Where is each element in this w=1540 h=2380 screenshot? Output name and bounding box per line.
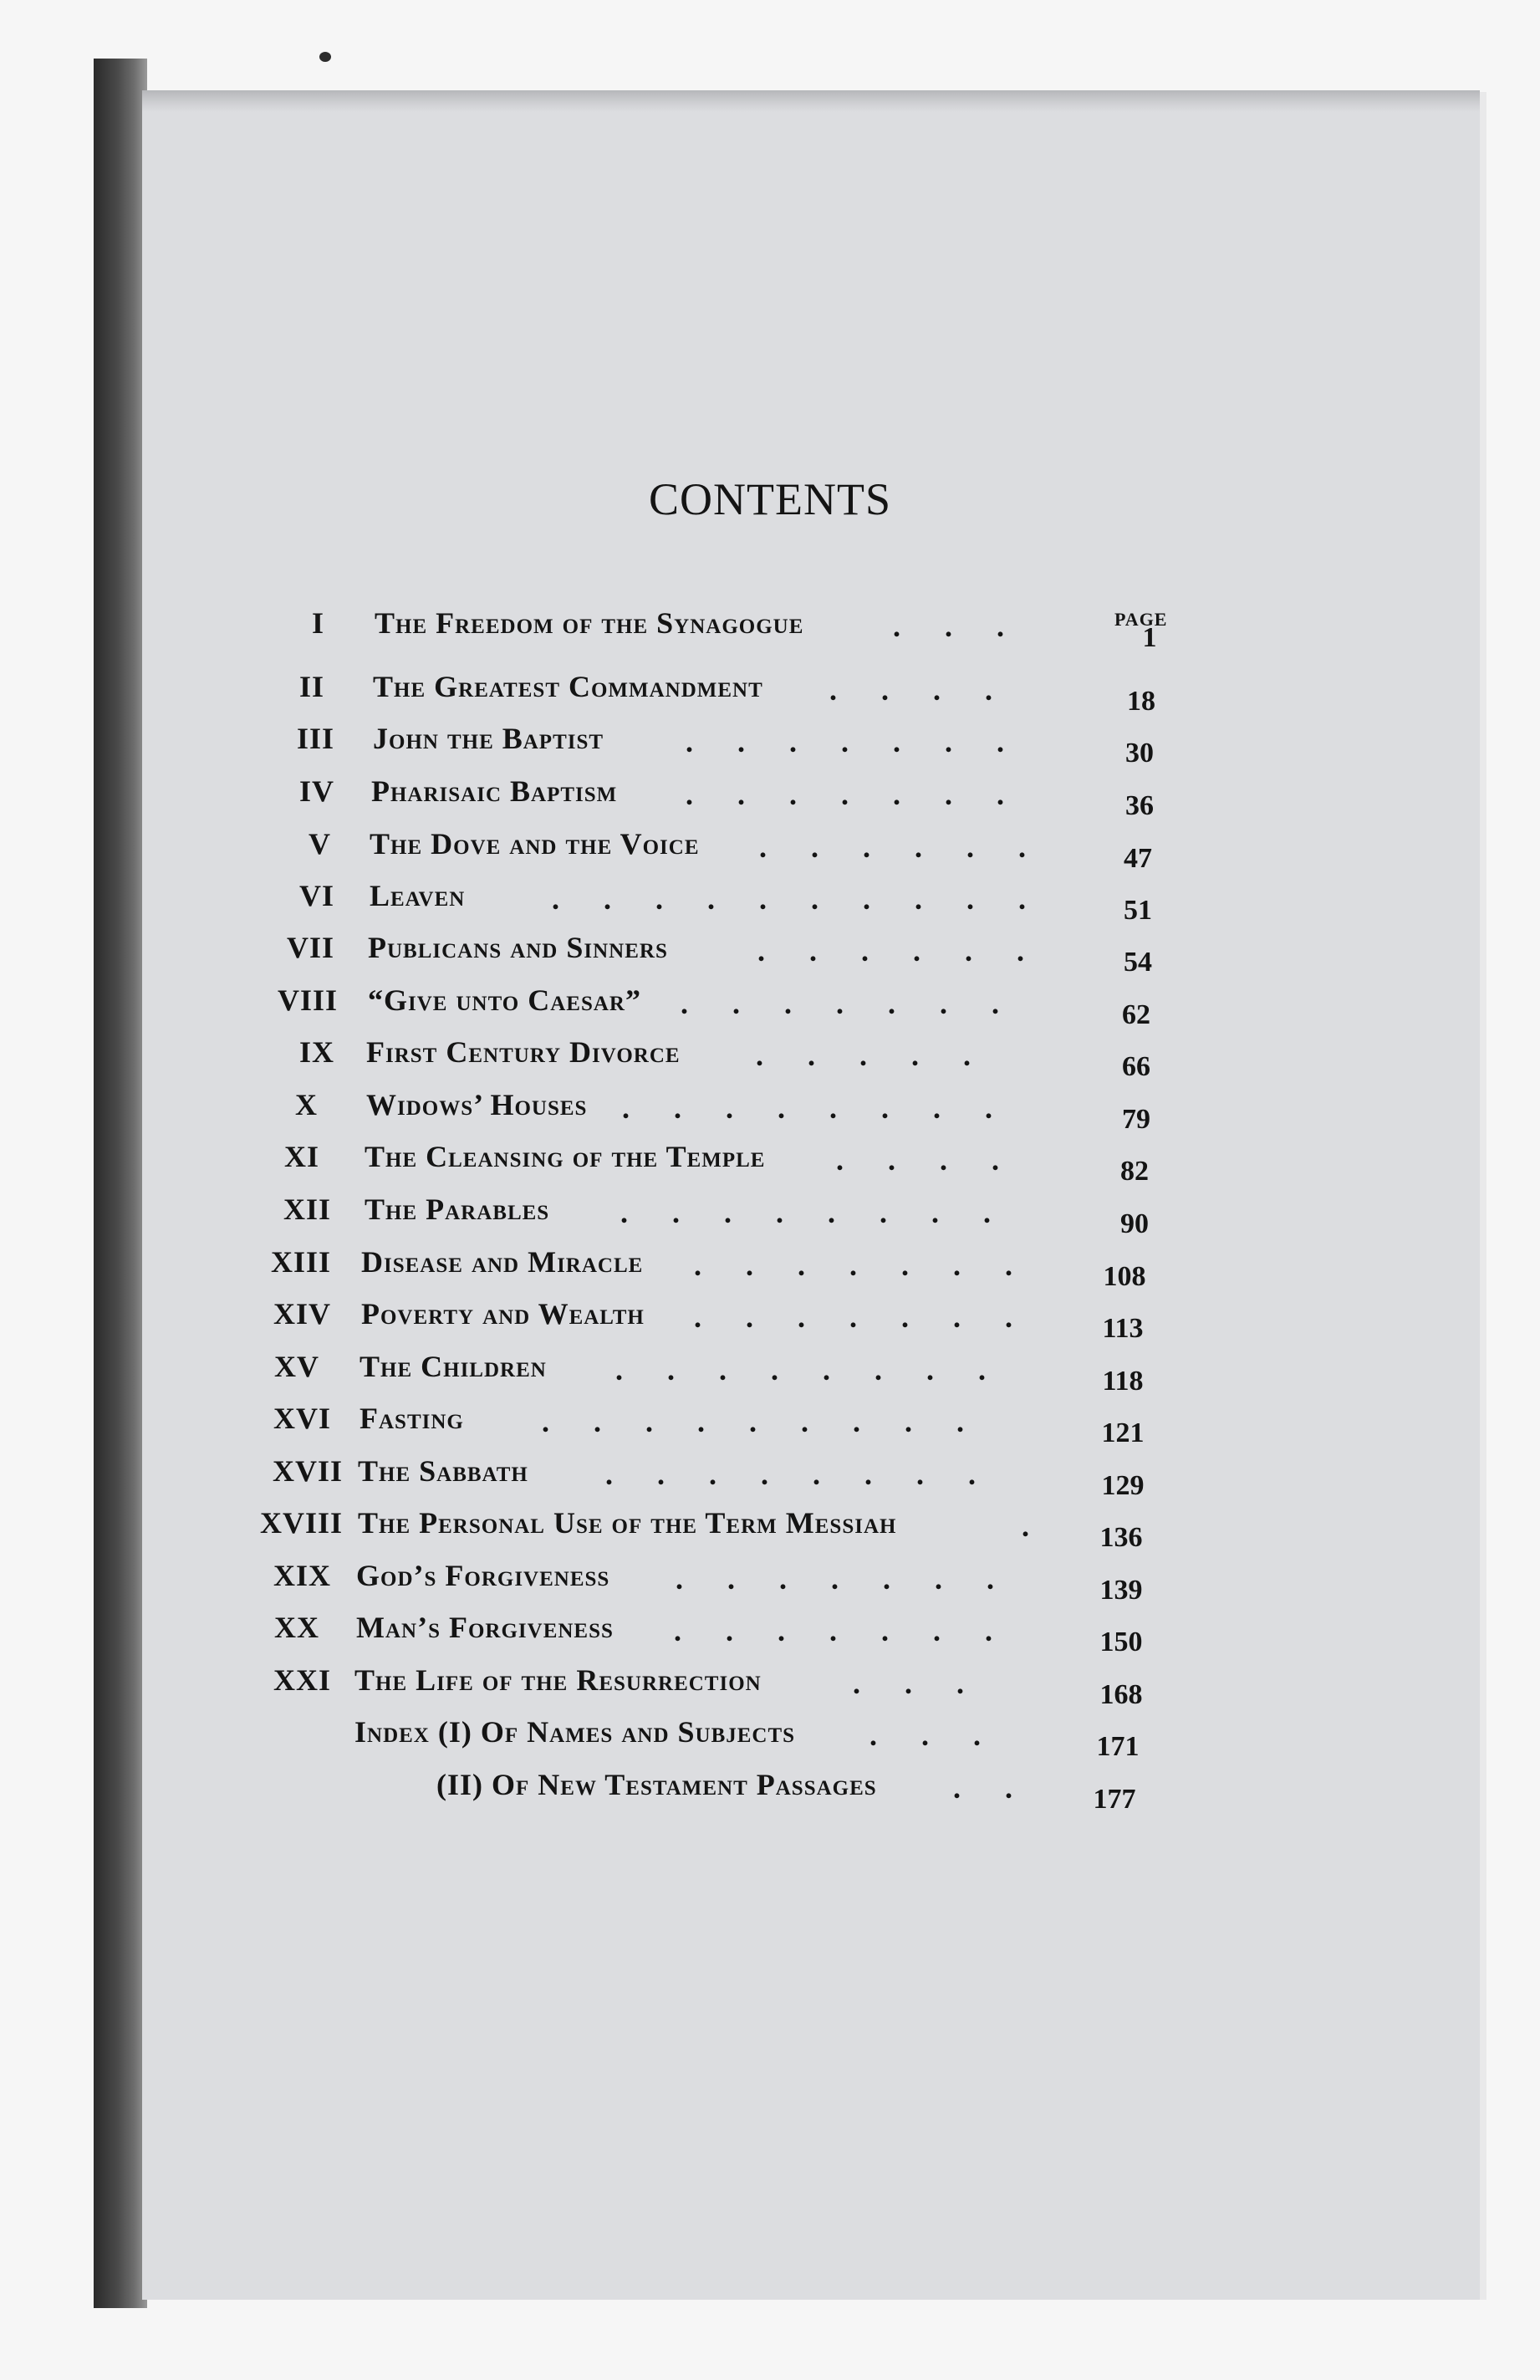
chapter-number: X bbox=[295, 1088, 318, 1121]
toc-entry bbox=[0, 1505, 1540, 1555]
chapter-number: V bbox=[309, 827, 331, 861]
chapter-title: God’s Forgiveness bbox=[356, 1559, 610, 1592]
chapter-title: First Century Divorce bbox=[366, 1035, 681, 1069]
toc-entry bbox=[0, 1662, 1540, 1713]
dot-leader: . . . . . bbox=[756, 1039, 989, 1072]
chapter-title: Man’s Forgiveness bbox=[356, 1611, 614, 1644]
dot-leader: . . . . . . bbox=[759, 830, 1044, 864]
page-number: 177 bbox=[1093, 1784, 1136, 1815]
page-number: 136 bbox=[1099, 1522, 1143, 1553]
chapter-title: The Personal Use of the Term Messiah bbox=[358, 1506, 897, 1540]
toc-entry bbox=[0, 930, 1540, 980]
chapter-title: The Dove and the Voice bbox=[370, 827, 700, 861]
chapter-title: Poverty and Wealth bbox=[361, 1297, 645, 1330]
toc-entry-index bbox=[0, 1767, 1540, 1817]
index-title: Index (I) Of Names and Subjects bbox=[354, 1715, 796, 1749]
contents-title: CONTENTS bbox=[649, 474, 891, 524]
chapter-title: Fasting bbox=[360, 1402, 464, 1435]
dot-leader: . . . bbox=[893, 610, 1022, 643]
toc-entry bbox=[0, 669, 1540, 719]
chapter-number: XIII bbox=[270, 1245, 331, 1279]
dot-leader: . . . . . . . . bbox=[620, 1196, 1009, 1229]
toc-entry bbox=[0, 1192, 1540, 1242]
page-number: 171 bbox=[1096, 1731, 1140, 1762]
toc-entry bbox=[0, 1034, 1540, 1085]
dot-leader: . . . . . . . . . . bbox=[552, 882, 1044, 916]
index-subtitle: (II) Of New Testament Passages bbox=[436, 1768, 877, 1801]
chapter-title: The Greatest Commandment bbox=[373, 670, 763, 703]
page-number: 51 bbox=[1124, 895, 1152, 926]
toc-entry bbox=[0, 1139, 1540, 1189]
toc-entry bbox=[0, 774, 1540, 824]
dot-leader: . . . . . . . bbox=[694, 1249, 1031, 1282]
chapter-title: Pharisaic Baptism bbox=[371, 774, 618, 808]
page-number: 36 bbox=[1125, 790, 1154, 821]
page-number: 113 bbox=[1102, 1313, 1144, 1344]
page-number: 66 bbox=[1122, 1051, 1150, 1082]
toc-entry bbox=[0, 721, 1540, 771]
chapter-title: The Life of the Resurrection bbox=[354, 1663, 762, 1697]
chapter-title: Publicans and Sinners bbox=[368, 931, 668, 964]
chapter-title: The Sabbath bbox=[358, 1454, 528, 1488]
dot-leader: . . . . . . . . bbox=[622, 1091, 1011, 1125]
toc-entry bbox=[0, 1453, 1540, 1504]
dot-leader: . . . . . . . . . bbox=[542, 1405, 982, 1438]
dot-leader: . bbox=[1022, 1509, 1048, 1543]
toc-entry bbox=[0, 1244, 1540, 1295]
page-number: 108 bbox=[1103, 1261, 1146, 1292]
chapter-number: VIII bbox=[277, 983, 338, 1017]
page-number: 54 bbox=[1124, 947, 1152, 978]
chapter-title: Widows’ Houses bbox=[366, 1088, 588, 1121]
chapter-number: IV bbox=[298, 774, 334, 808]
toc-entry bbox=[0, 826, 1540, 876]
page-number: 139 bbox=[1099, 1575, 1143, 1606]
chapter-title: The Children bbox=[360, 1350, 547, 1383]
dot-leader: . . . . . . . . bbox=[605, 1458, 994, 1491]
page-number: 118 bbox=[1102, 1366, 1144, 1397]
page-number: 47 bbox=[1124, 843, 1152, 874]
dot-leader: . . . . . . bbox=[757, 934, 1043, 968]
page-number: 121 bbox=[1101, 1417, 1145, 1448]
dot-leader: . . . . . . . bbox=[674, 1614, 1011, 1647]
chapter-number: XIV bbox=[273, 1297, 331, 1330]
dot-leader: . . . . bbox=[829, 673, 1011, 707]
page-number: 82 bbox=[1120, 1156, 1149, 1187]
toc-entry bbox=[0, 1401, 1540, 1451]
toc-entry bbox=[0, 1558, 1540, 1608]
dot-leader: . . . bbox=[853, 1667, 982, 1700]
chapter-number: VI bbox=[298, 879, 334, 912]
page-number: 168 bbox=[1099, 1679, 1143, 1710]
toc-entry bbox=[0, 983, 1540, 1033]
toc-entry bbox=[0, 1087, 1540, 1137]
chapter-number: XV bbox=[274, 1350, 319, 1383]
page-number: 79 bbox=[1122, 1104, 1150, 1135]
chapter-number: XXI bbox=[273, 1663, 331, 1697]
toc-entry bbox=[0, 1296, 1540, 1346]
page-number: 18 bbox=[1127, 686, 1155, 717]
page-number: 150 bbox=[1099, 1627, 1143, 1657]
dot-leader: . . . bbox=[869, 1719, 999, 1752]
chapter-number: XVIII bbox=[259, 1506, 343, 1540]
page-column-label: PAGE bbox=[1114, 609, 1168, 630]
dot-leader: . . . . . . . bbox=[681, 987, 1017, 1020]
dot-leader: . . . . . . . bbox=[676, 1562, 1012, 1596]
chapter-title: “Give unto Caesar” bbox=[368, 983, 641, 1017]
chapter-number: II bbox=[298, 670, 324, 703]
page-number: 90 bbox=[1120, 1208, 1149, 1239]
toc-entry-index bbox=[0, 1714, 1540, 1765]
toc-entry bbox=[0, 605, 1540, 656]
chapter-number: IX bbox=[298, 1035, 334, 1069]
page-number: 62 bbox=[1122, 999, 1150, 1030]
chapter-title: Disease and Miracle bbox=[361, 1245, 644, 1279]
chapter-number: XVII bbox=[272, 1454, 343, 1488]
chapter-title: The Freedom of the Synagogue bbox=[375, 606, 804, 640]
chapter-number: XI bbox=[283, 1140, 319, 1173]
toc-entry bbox=[0, 878, 1540, 928]
chapter-number: VII bbox=[286, 931, 334, 964]
chapter-number: XIX bbox=[273, 1559, 331, 1592]
dot-leader: . . . . . . . bbox=[686, 725, 1022, 758]
page-number: 129 bbox=[1101, 1470, 1145, 1501]
dot-leader: . . . . . . . bbox=[694, 1300, 1031, 1334]
dot-leader: . . bbox=[953, 1771, 1031, 1805]
chapter-number: XII bbox=[283, 1193, 331, 1226]
chapter-title: Leaven bbox=[370, 879, 466, 912]
dot-leader: . . . . . . . . bbox=[615, 1353, 1004, 1387]
dot-leader: . . . . . . . bbox=[686, 778, 1022, 811]
chapter-title: The Parables bbox=[365, 1193, 550, 1226]
chapter-number: I bbox=[311, 606, 324, 640]
chapter-number: XX bbox=[274, 1611, 319, 1644]
chapter-title: John the Baptist bbox=[373, 722, 604, 755]
chapter-number: III bbox=[296, 722, 334, 755]
toc-entry bbox=[0, 1610, 1540, 1660]
toc-entry bbox=[0, 1349, 1540, 1399]
chapter-number: XVI bbox=[273, 1402, 331, 1435]
chapter-title: The Cleansing of the Temple bbox=[365, 1140, 766, 1173]
dot-leader: . . . . bbox=[836, 1143, 1017, 1177]
page-number: 30 bbox=[1125, 738, 1154, 769]
page-number: 1 bbox=[1142, 622, 1157, 653]
